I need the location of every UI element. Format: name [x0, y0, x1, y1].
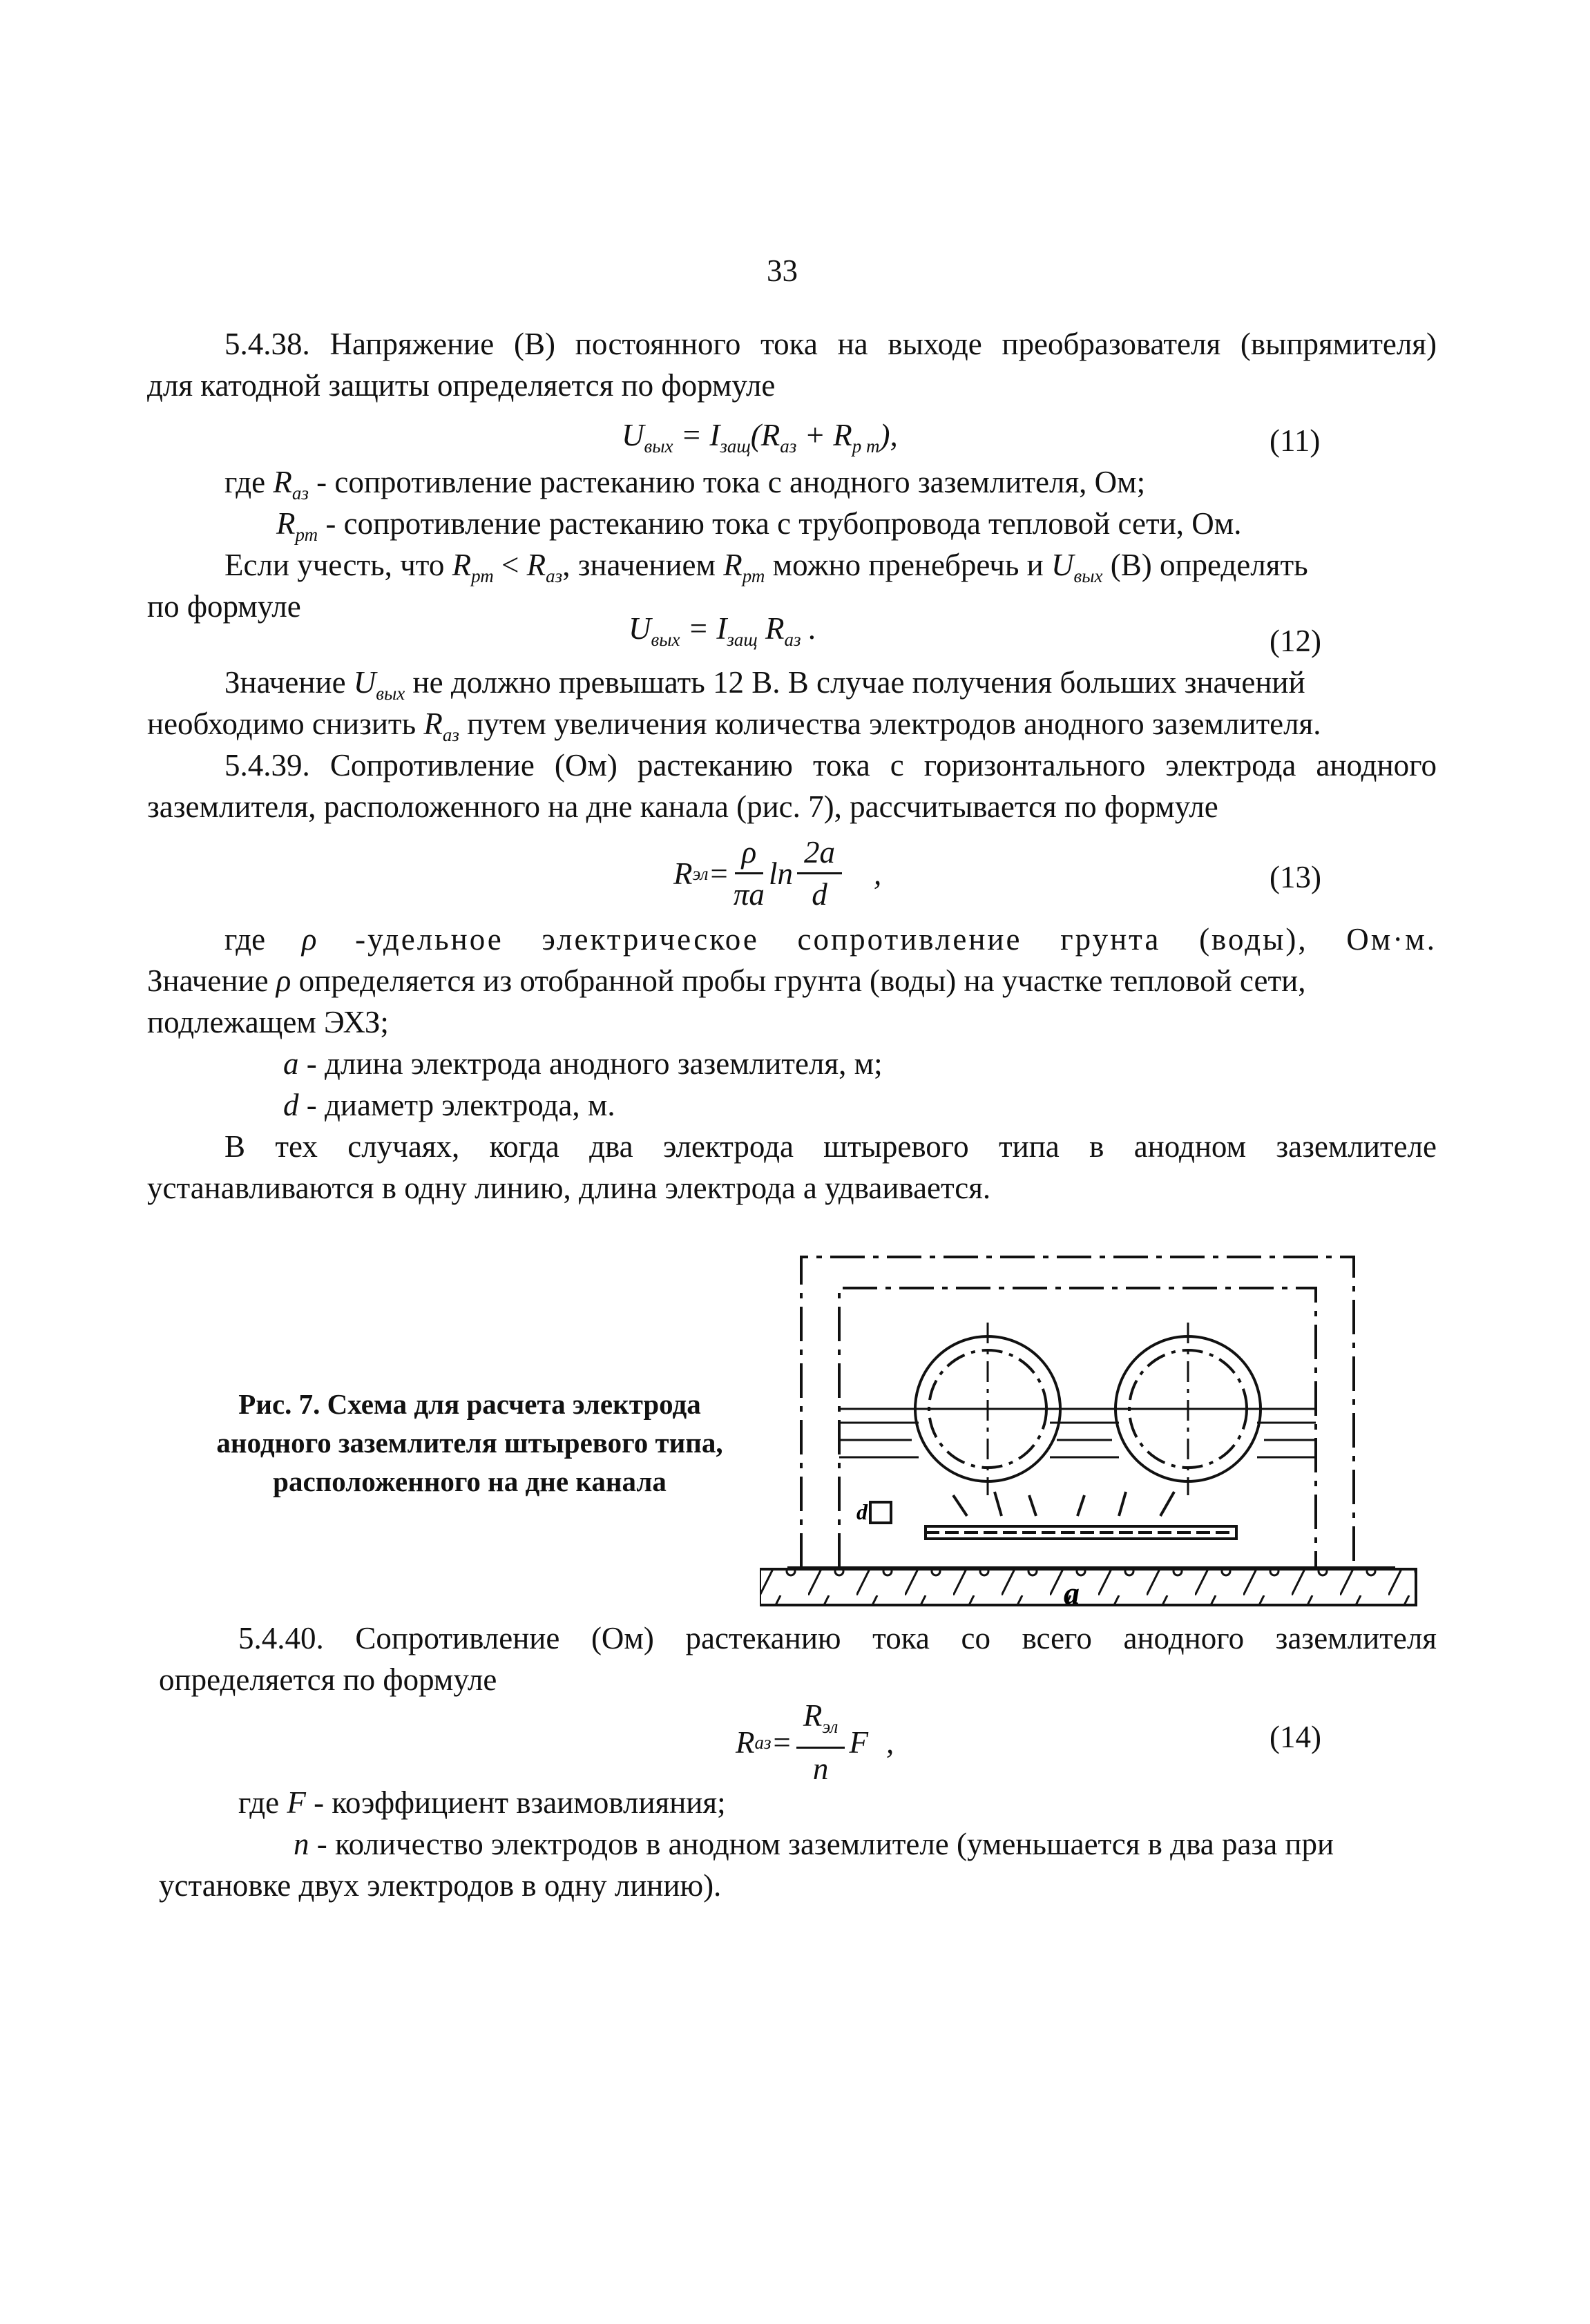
formula-13-number: (13)	[1270, 860, 1321, 894]
n-definition-line2: установке двух электродов в одну линию).	[159, 1868, 722, 1903]
label-a: a	[1064, 1575, 1080, 1609]
condition-line2: по формуле	[147, 589, 301, 624]
paragraph-5-4-38-line2: для катодной защиты определяется по формуле	[147, 368, 776, 403]
formula-14: R аз = $\frac{R_{эл}}{n}$ F ,	[736, 1696, 894, 1789]
electrode	[870, 1502, 1236, 1539]
value-line2: необходимо снизить $R_{аз}$ путем увеличения количества электродов анодного заземлителя.	[147, 707, 1321, 745]
F-definition: где F - коэффициент взаимовлияния;	[238, 1785, 726, 1820]
value-line1: Значение $U_{вых}$ не должно превышать 12 В. В случае получения больших значений	[224, 665, 1305, 704]
current-arrows	[953, 1492, 1174, 1516]
condition-line1: Если учесть, что $R_{рт} < R_{аз}$, значением $R_{рт}$ можно пренебречь и $U_{вых}$ (В) определять	[224, 548, 1308, 586]
n-definition-line1: n - количество электродов в анодном заземлителе (уменьшается в два раза при	[294, 1827, 1334, 1861]
where-r-rt: $R_{рт}$ - сопротивление растеканию тока с трубопровода тепловой сети, Ом.	[276, 506, 1242, 545]
formula-11-number: (11)	[1270, 423, 1321, 458]
rho-line1: где ρ -удельное электрическое сопротивление грунта (воды), Ом·м.	[224, 922, 1437, 957]
paragraph-5-4-39-line2: заземлителя, расположенного на дне канала (рис. 7), рассчитывается по формуле	[147, 789, 1218, 824]
d-definition: d - диаметр электрода, м.	[283, 1088, 615, 1122]
label-d: d	[856, 1499, 868, 1524]
rho-line3: подлежащем ЭХЗ;	[147, 1005, 389, 1039]
formula-14-number: (14)	[1270, 1720, 1321, 1754]
cases-line1: В тех случаях, когда два электрода штыревого типа в анодном заземлителе	[224, 1129, 1437, 1164]
soil-layer	[760, 1569, 1416, 1605]
figure-caption-line3: расположенного на дне канала	[273, 1466, 667, 1497]
formula-12-number: (12)	[1270, 624, 1321, 658]
figure-caption-line1: Рис. 7. Схема для расчета электрода	[238, 1388, 701, 1420]
paragraph-5-4-40-line2: определяется по формуле	[159, 1662, 497, 1697]
figure-caption-line2: анодного заземлителя штыревого типа,	[216, 1427, 723, 1459]
a-definition: a - длина электрода анодного заземлителя, м;	[283, 1046, 883, 1081]
formula-11: $U_{вых} = I_{защ}(R_{аз} + R_{р т})$,	[622, 418, 898, 457]
channel-outline	[787, 1257, 1395, 1568]
cases-line2: устанавливаются в одну линию, длина электрода а удваивается.	[147, 1171, 991, 1205]
rho-line2: Значение ρ определяется из отобранной пробы грунта (воды) на участке тепловой сети,	[147, 963, 1306, 998]
page-number: 33	[767, 253, 798, 288]
where-r-az: где $R_{аз}$ - сопротивление растеканию тока с анодного заземлителя, Ом;	[224, 465, 1146, 503]
paragraph-5-4-39-line1: 5.4.39. Сопротивление (Ом) растеканию тока с горизонтального электрода анодного	[224, 748, 1437, 782]
figure-caption	[166, 1385, 774, 1501]
paragraph-5-4-40-line1: 5.4.40. Сопротивление (Ом) растеканию тока со всего анодного заземлителя	[238, 1621, 1437, 1655]
electrode-diagram	[760, 1222, 1423, 1609]
paragraph-5-4-38-line1: 5.4.38. Напряжение (В) постоянного тока на выходе преобразователя (выпрямителя)	[224, 327, 1437, 361]
formula-12: $U_{вых} = I_{защ}$ $R_{аз}$ .	[629, 611, 817, 650]
formula-13: R эл = $\frac{\rho}{\pi a}$ ln $\frac{2a}{d}$ ,	[673, 832, 881, 914]
water-level-lines	[839, 1409, 1316, 1457]
